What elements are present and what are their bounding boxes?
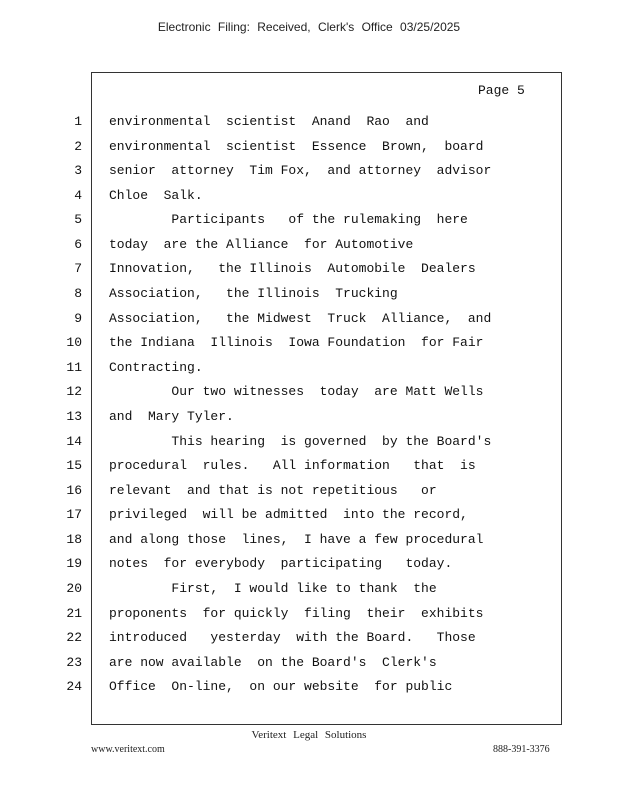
line-number: 17 [66, 507, 82, 522]
transcript-line: today are the Alliance for Automotive [109, 237, 414, 252]
line-number: 18 [66, 532, 82, 547]
line-number: 23 [66, 655, 82, 670]
line-number: 22 [66, 630, 82, 645]
transcript-line: environmental scientist Anand Rao and [109, 114, 429, 129]
transcript-line: Chloe Salk. [109, 188, 203, 203]
transcript-line: are now available on the Board's Clerk's [109, 655, 437, 670]
transcript-line: senior attorney Tim Fox, and attorney advisor [109, 163, 492, 178]
line-number: 8 [74, 286, 82, 301]
transcript-line: procedural rules. All information that is [109, 458, 476, 473]
line-number: 9 [74, 311, 82, 326]
line-number: 4 [74, 188, 82, 203]
line-number: 13 [66, 409, 82, 424]
footer-company: Veritext Legal Solutions [251, 729, 367, 741]
transcript-line: environmental scientist Essence Brown, board [109, 139, 484, 154]
line-number: 11 [66, 360, 82, 375]
line-number: 6 [74, 237, 82, 252]
transcript-line: and along those lines, I have a few procedural [109, 532, 484, 547]
transcript-line: Innovation, the Illinois Automobile Dealers [109, 261, 476, 276]
line-number: 7 [74, 261, 82, 276]
footer-website: www.veritext.com [91, 744, 165, 755]
footer-phone: 888-391-3376 [493, 744, 550, 755]
line-number: 3 [74, 163, 82, 178]
transcript-line: the Indiana Illinois Iowa Foundation for Fair [109, 335, 484, 350]
line-number: 10 [66, 335, 82, 350]
line-number: 24 [66, 679, 82, 694]
transcript-line: privileged will be admitted into the record, [109, 507, 468, 522]
transcript-line: and Mary Tyler. [109, 409, 234, 424]
transcript-line: proponents for quickly filing their exhibits [109, 606, 484, 621]
line-number: 19 [66, 556, 82, 571]
line-number: 15 [66, 458, 82, 473]
transcript-line: Participants of the rulemaking here [109, 212, 468, 227]
transcript-line: Association, the Illinois Trucking [109, 286, 398, 301]
transcript-line: Contracting. [109, 360, 203, 375]
transcript-line: introduced yesterday with the Board. Those [109, 630, 476, 645]
line-number: 1 [74, 114, 82, 129]
line-number: 21 [66, 606, 82, 621]
filing-stamp: Electronic Filing: Received, Clerk's Office 03/25/2025 [157, 20, 461, 34]
line-number: 2 [74, 139, 82, 154]
page-number: Page 5 [478, 83, 525, 98]
transcript-line: Our two witnesses today are Matt Wells [109, 384, 484, 399]
line-number: 20 [66, 581, 82, 596]
transcript-line: Association, the Midwest Truck Alliance, and [109, 311, 492, 326]
transcript-line: This hearing is governed by the Board's [109, 434, 492, 449]
line-number: 12 [66, 384, 82, 399]
transcript-line: relevant and that is not repetitious or [109, 483, 437, 498]
transcript-line: Office On-line, on our website for public [109, 679, 453, 694]
transcript-line: First, I would like to thank the [109, 581, 437, 596]
line-number: 14 [66, 434, 82, 449]
line-number: 16 [66, 483, 82, 498]
line-number: 5 [74, 212, 82, 227]
transcript-line: notes for everybody participating today. [109, 556, 453, 571]
